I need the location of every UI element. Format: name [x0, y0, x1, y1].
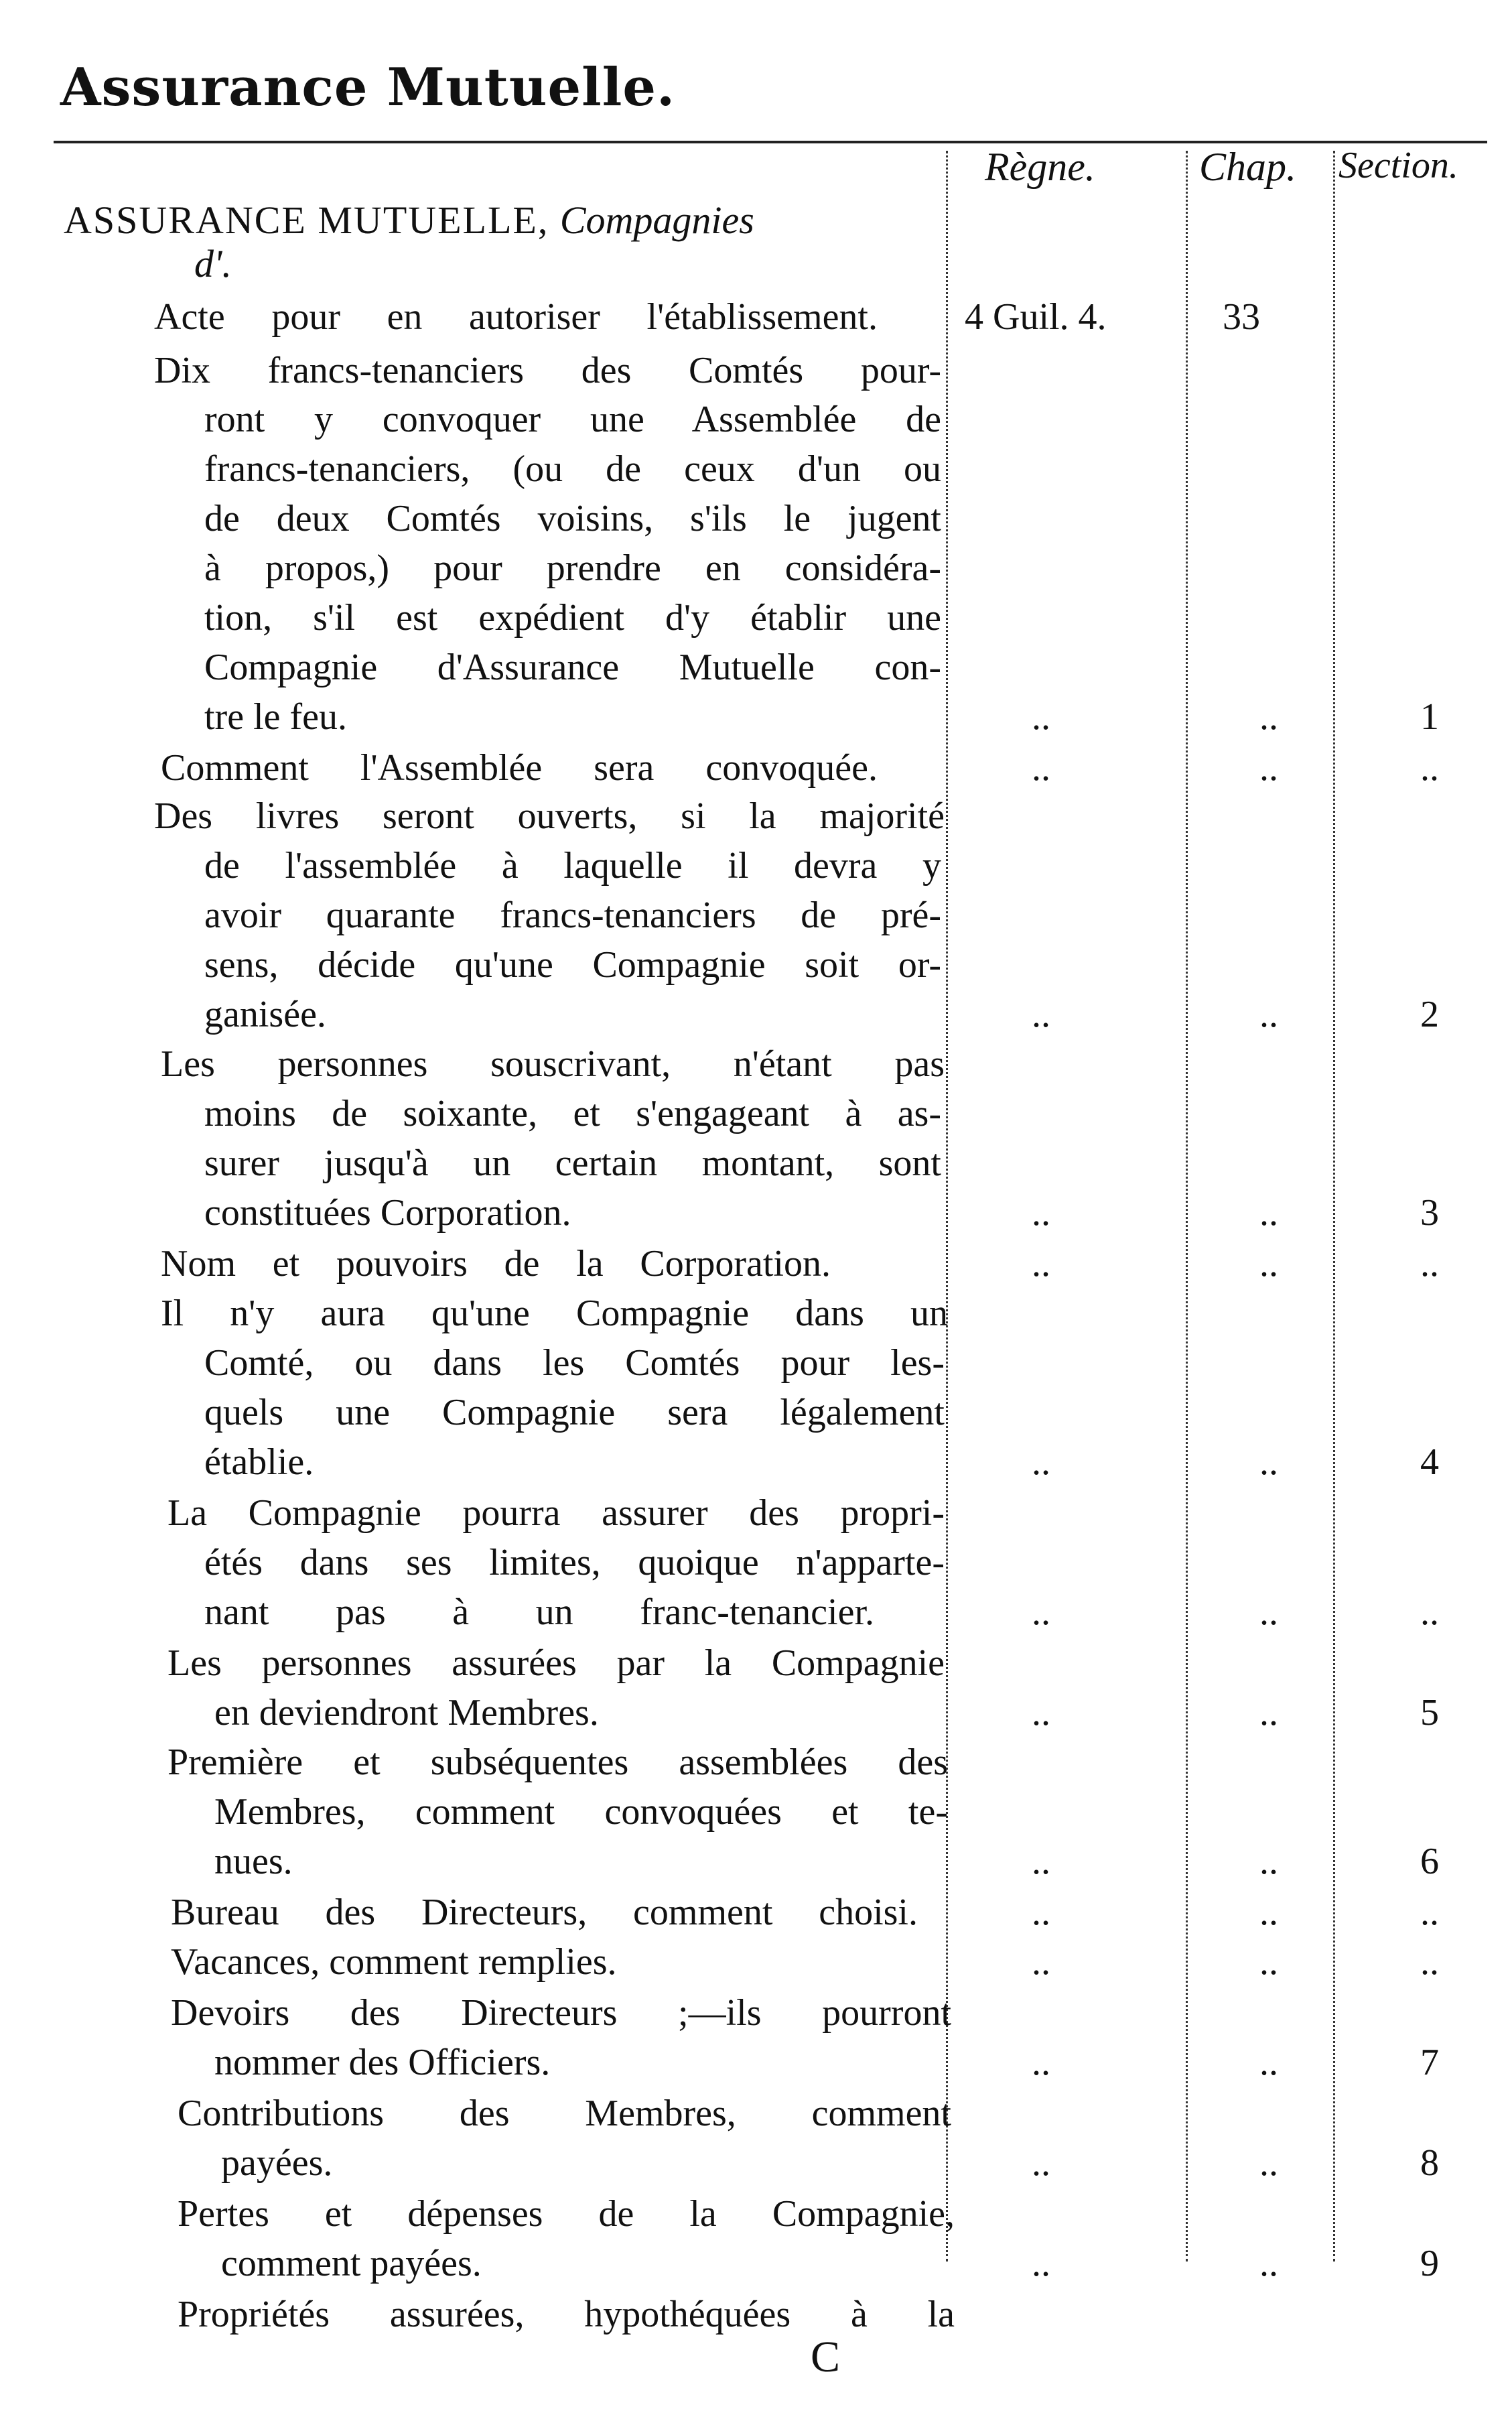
- index-line: surer jusqu'à un certain montant, sont: [204, 1142, 941, 1184]
- index-line: La Compagnie pourra assurer des propri-: [167, 1492, 945, 1534]
- entry-title: [64, 198, 754, 243]
- index-line: de deux Comtés voisins, s'ils le jugent: [204, 498, 941, 539]
- ref-regne: ..: [1032, 2243, 1050, 2284]
- ref-section: ..: [1420, 1243, 1439, 1285]
- column-divider-chap: [1186, 151, 1188, 2261]
- index-line: avoir quarante francs-tenanciers de pré-: [204, 895, 941, 936]
- ref-chap: ..: [1259, 2142, 1278, 2184]
- index-line: tre le feu.: [204, 696, 347, 738]
- ref-regne: ..: [1032, 1692, 1050, 1733]
- index-line: nant pas à un franc-tenancier.: [204, 1591, 874, 1633]
- entry-title-continuation: d'.: [194, 242, 232, 285]
- index-line: comment payées.: [221, 2243, 482, 2284]
- ref-regne: ..: [1032, 994, 1050, 1035]
- index-line: quels une Compagnie sera légalement: [204, 1392, 945, 1433]
- ref-regne: ..: [1032, 1941, 1050, 1983]
- ref-section: 8: [1420, 2142, 1439, 2184]
- ref-chap: ..: [1259, 696, 1278, 738]
- entry-title-main: ASSURANCE MUTUELLE,: [64, 198, 549, 242]
- index-line: Contributions des Membres, comment: [178, 2093, 951, 2134]
- ref-section: ..: [1420, 1591, 1439, 1633]
- column-divider-section: [1333, 151, 1335, 2261]
- column-divider-regne: [946, 151, 948, 2261]
- index-line: Acte pour en autoriser l'établissement.: [154, 296, 878, 338]
- ref-chap: 33: [1223, 296, 1260, 338]
- ref-section: 3: [1420, 1192, 1439, 1234]
- index-line: Nom et pouvoirs de la Corporation.: [161, 1243, 831, 1285]
- ref-chap: ..: [1259, 1441, 1278, 1483]
- index-line: Comté, ou dans les Comtés pour les-: [204, 1342, 945, 1384]
- index-line: Les personnes assurées par la Compagnie: [167, 1642, 945, 1684]
- ref-chap: ..: [1259, 1692, 1278, 1733]
- ref-section: ..: [1420, 1892, 1439, 1933]
- index-line: nommer des Officiers.: [214, 2042, 551, 2083]
- ref-regne: ..: [1032, 1441, 1050, 1483]
- running-head: Assurance Mutuelle.: [60, 57, 676, 118]
- ref-section: ..: [1420, 747, 1439, 789]
- index-line: nues.: [214, 1841, 293, 1882]
- ref-regne: ..: [1032, 1892, 1050, 1933]
- ref-regne: ..: [1032, 1591, 1050, 1633]
- ref-section: 6: [1420, 1841, 1439, 1882]
- ref-chap: ..: [1259, 1192, 1278, 1234]
- index-line: Propriétés assurées, hypothéquées à la: [178, 2294, 955, 2335]
- ref-section: 1: [1420, 696, 1439, 738]
- index-line: à propos,) pour prendre en considéra-: [204, 547, 941, 589]
- ref-chap: ..: [1259, 2243, 1278, 2284]
- ref-chap: ..: [1259, 747, 1278, 789]
- ref-regne: ..: [1032, 696, 1050, 738]
- ref-regne: ..: [1032, 1841, 1050, 1882]
- ref-regne: ..: [1032, 747, 1050, 789]
- column-header-section: Section.: [1338, 145, 1458, 186]
- index-line: Bureau des Directeurs, comment choisi.: [171, 1892, 918, 1933]
- catchword: C: [811, 2333, 841, 2381]
- ref-chap: ..: [1259, 994, 1278, 1035]
- index-line: constituées Corporation.: [204, 1192, 571, 1234]
- ref-regne: ..: [1032, 2042, 1050, 2083]
- ref-regne: ..: [1032, 1243, 1050, 1285]
- index-line: Première et subséquentes assemblées des: [167, 1742, 948, 1783]
- ref-section: 4: [1420, 1441, 1439, 1483]
- ref-chap: ..: [1259, 1243, 1278, 1285]
- index-line: Devoirs des Directeurs ;—ils pourront: [171, 1992, 951, 2034]
- entry-title-italic: Compagnies: [559, 198, 754, 242]
- ref-chap: ..: [1259, 1591, 1278, 1633]
- index-line: Pertes et dépenses de la Compagnie,: [178, 2193, 955, 2235]
- ref-chap: ..: [1259, 1941, 1278, 1983]
- index-line: étés dans ses limites, quoique n'apparte-: [204, 1542, 945, 1583]
- column-header-regne: Règne.: [985, 145, 1095, 189]
- index-line: ront y convoquer une Assemblée de: [204, 399, 941, 440]
- ref-regne: 4 Guil. 4.: [965, 296, 1107, 338]
- index-line: Vacances, comment remplies.: [171, 1941, 617, 1983]
- index-line: payées.: [221, 2142, 333, 2184]
- header-rule: [54, 141, 1487, 143]
- index-line: francs-tenanciers, (ou de ceux d'un ou: [204, 448, 941, 490]
- ref-regne: ..: [1032, 2142, 1050, 2184]
- ref-chap: ..: [1259, 2042, 1278, 2083]
- ref-chap: ..: [1259, 1841, 1278, 1882]
- index-line: Des livres seront ouverts, si la majorité: [154, 795, 945, 837]
- index-line: Dix francs-tenanciers des Comtés pour-: [154, 350, 941, 391]
- index-line: Membres, comment convoquées et te-: [214, 1791, 948, 1833]
- ref-section: 9: [1420, 2243, 1439, 2284]
- ref-chap: ..: [1259, 1892, 1278, 1933]
- index-line: moins de soixante, et s'engageant à as-: [204, 1093, 941, 1134]
- ref-section: 2: [1420, 994, 1439, 1035]
- ref-section: 7: [1420, 2042, 1439, 2083]
- ref-regne: ..: [1032, 1192, 1050, 1234]
- index-line: Les personnes souscrivant, n'étant pas: [161, 1043, 945, 1085]
- index-line: en deviendront Membres.: [214, 1692, 599, 1733]
- index-line: Compagnie d'Assurance Mutuelle con-: [204, 647, 941, 688]
- column-header-chap: Chap.: [1199, 145, 1297, 189]
- index-line: ganisée.: [204, 994, 326, 1035]
- index-line: Il n'y aura qu'une Compagnie dans un: [161, 1293, 948, 1334]
- index-line: établie.: [204, 1441, 314, 1483]
- index-line: de l'assemblée à laquelle il devra y: [204, 845, 941, 887]
- ref-section: ..: [1420, 1941, 1439, 1983]
- index-line: tion, s'il est expédient d'y établir une: [204, 597, 941, 639]
- index-line: sens, décide qu'une Compagnie soit or-: [204, 944, 941, 986]
- ref-section: 5: [1420, 1692, 1439, 1733]
- index-line: Comment l'Assemblée sera convoquée.: [161, 747, 878, 789]
